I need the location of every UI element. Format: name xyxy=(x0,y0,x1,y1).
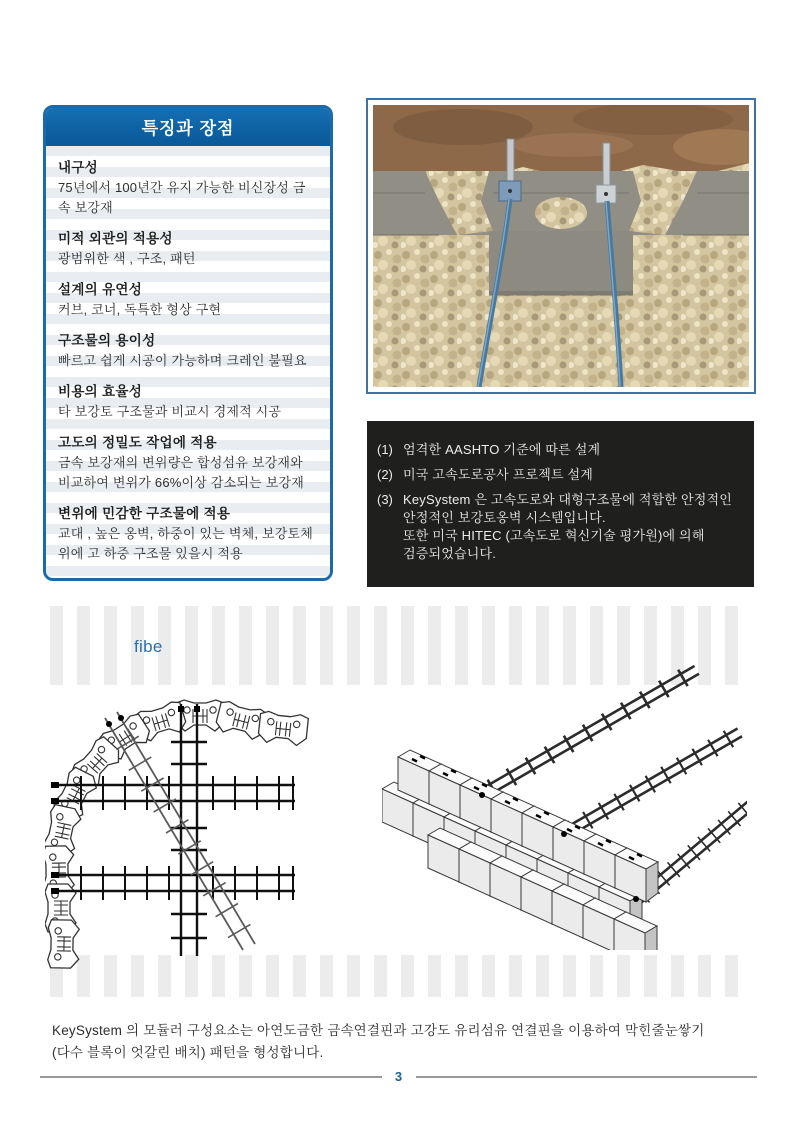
feature-item xyxy=(58,433,318,493)
feature-heading: 비용의 효율성 xyxy=(58,384,143,399)
spec-item-text: KeySystem 은 고속도로와 대형구조물에 적합한 안정적인 xyxy=(403,492,733,507)
spec-item xyxy=(377,491,742,563)
bottom-caption xyxy=(52,1020,758,1064)
spec-item-text: 엄격한 AASHTO 기준에 따른 설계 xyxy=(403,442,601,457)
caption-line: (다수 블록이 엇갈린 배치) 패턴을 형성합니다. xyxy=(52,1045,324,1060)
feature-body: 빠르고 쉽게 시공이 가능하며 크레인 불필요 xyxy=(58,353,307,368)
spec-item-number: (3) xyxy=(377,492,393,507)
feature-item xyxy=(58,331,318,371)
feature-body: 커브, 코너, 독특한 형상 구현 xyxy=(58,302,222,317)
features-box-title: 특징과 장점 xyxy=(46,108,330,146)
feature-heading: 구조물의 용이성 xyxy=(58,333,156,348)
features-box xyxy=(43,105,333,581)
feature-item xyxy=(58,504,318,564)
spec-item-text: 또한 미국 HITEC (고속도로 혁신기술 평가원)에 의해 xyxy=(403,528,705,543)
plan-view-illustration xyxy=(45,682,317,975)
feature-body: 75년에서 100년간 유지 가능한 비신장성 금속 보강재 xyxy=(58,180,306,215)
block-installation-photo xyxy=(366,98,756,394)
page-number: 3 xyxy=(394,1069,403,1084)
feature-item xyxy=(58,229,318,269)
feature-body: 타 보강토 구조물과 비교시 경제적 시공 xyxy=(58,404,282,419)
spec-item-text: 검증되었습니다. xyxy=(403,546,497,561)
feature-heading: 미적 외관의 적용성 xyxy=(58,231,173,246)
plan-view-drawing xyxy=(45,682,317,970)
feature-heading: 설계의 유연성 xyxy=(58,282,143,297)
features-box-body xyxy=(46,146,330,578)
isometric-wall-illustration xyxy=(382,645,747,955)
spec-item xyxy=(377,466,742,484)
spec-item-text: 미국 고속도로공사 프로젝트 설계 xyxy=(403,467,594,482)
feature-body: 교대 , 높은 옹벽, 하중이 있는 벽체, 보강토체 위에 고 하중 구조물 있을시 적용 xyxy=(58,526,314,561)
feature-item xyxy=(58,382,318,422)
feature-heading: 내구성 xyxy=(58,160,99,175)
spec-item-text: 안정적인 보강토옹벽 시스템입니다. xyxy=(403,510,606,525)
fiber-label: fibe xyxy=(134,637,163,656)
feature-item xyxy=(58,158,318,218)
design-spec-box xyxy=(367,421,754,587)
feature-body: 광범위한 색 , 구조, 패턴 xyxy=(58,251,196,266)
footer-rule-right xyxy=(416,1076,758,1078)
feature-heading: 변위에 민감한 구조물에 적용 xyxy=(58,506,231,521)
feature-heading: 고도의 정밀도 작업에 적용 xyxy=(58,435,217,450)
spec-item xyxy=(377,441,742,459)
photo-illustration xyxy=(373,105,749,387)
page-footer xyxy=(40,1069,757,1084)
caption-line: KeySystem 의 모듈러 구성요소는 아연도금한 금속연결핀과 고강도 유리섬유 연결핀을 이용하여 막힌줄눈쌓기 xyxy=(52,1023,705,1038)
spec-item-number: (1) xyxy=(377,442,393,457)
spec-item-number: (2) xyxy=(377,467,393,482)
feature-body: 금속 보강재의 변위량은 합성섬유 보강재와 비교하여 변위가 66%이상 감소되는 보강재 xyxy=(58,455,304,490)
feature-item xyxy=(58,280,318,320)
isometric-wall-drawing xyxy=(382,645,747,950)
footer-rule-left xyxy=(40,1076,382,1078)
